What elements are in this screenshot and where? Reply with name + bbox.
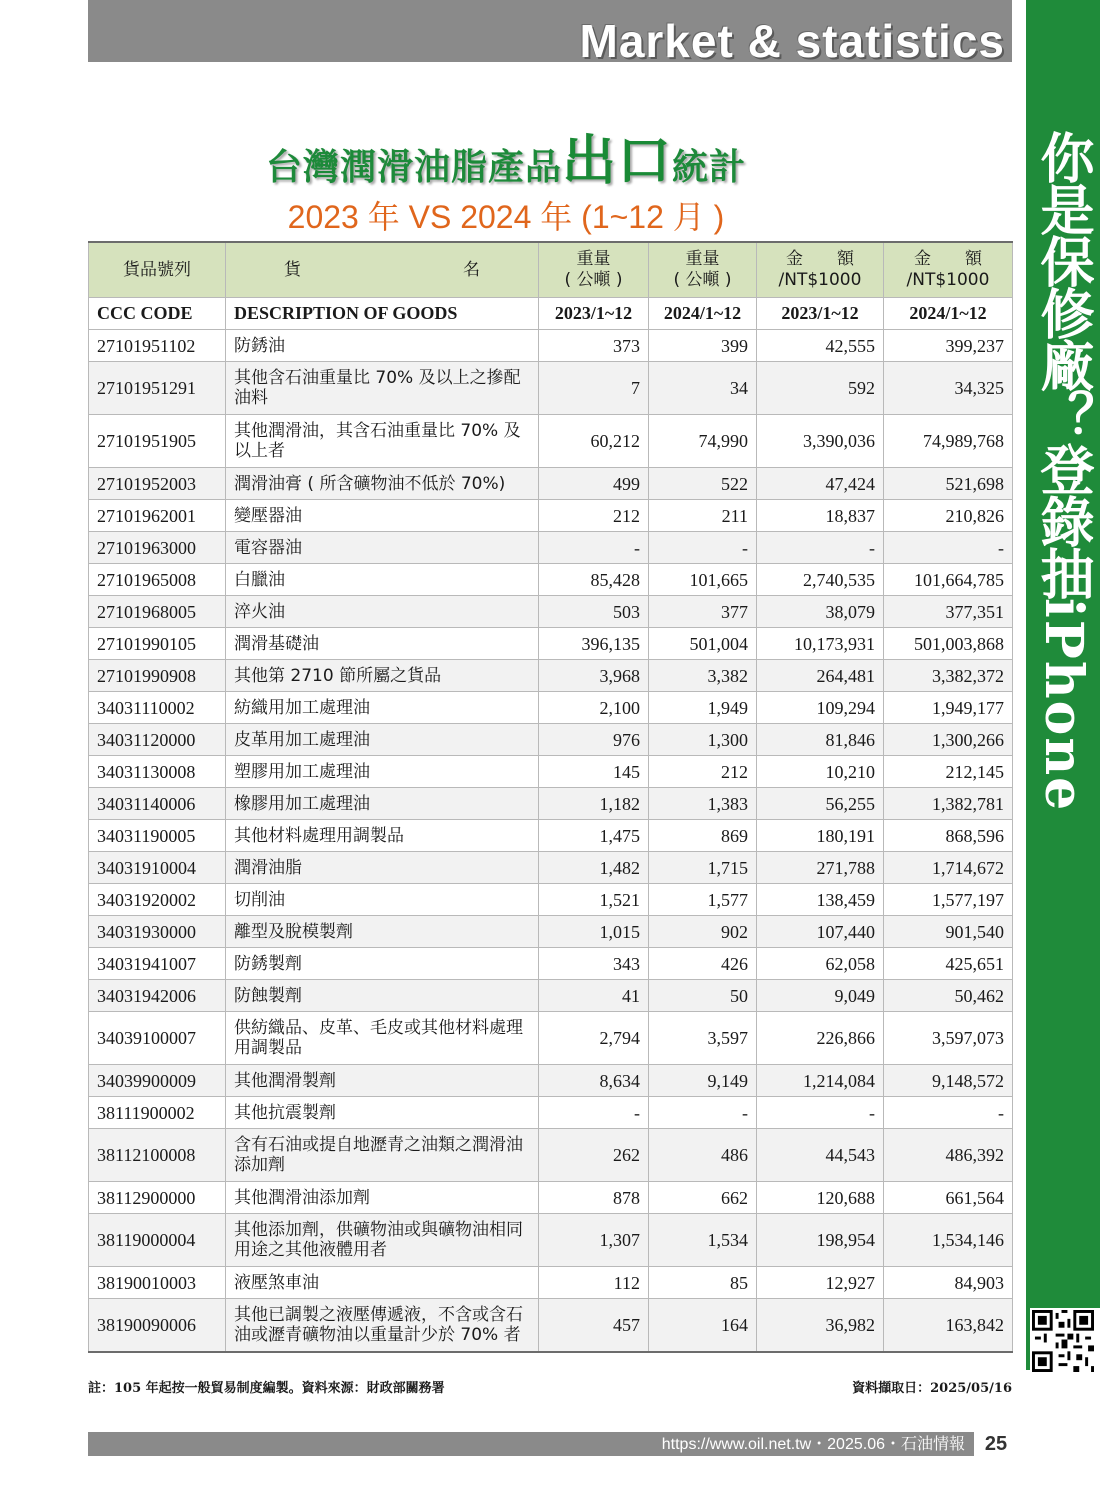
cell-value-2023: - <box>757 532 884 564</box>
cell-ccc-code: 34031120000 <box>89 724 226 756</box>
header-code-zh: 貨品號列 <box>89 242 226 298</box>
cell-ccc-code: 34039900009 <box>89 1065 226 1097</box>
cell-value-2024: 163,842 <box>884 1299 1013 1353</box>
cell-value-2023: 12,927 <box>757 1267 884 1299</box>
cell-weight-2024: 101,665 <box>649 564 757 596</box>
page-title <box>0 118 1012 195</box>
cell-weight-2024: 50 <box>649 980 757 1012</box>
cell-value-2024: 868,596 <box>884 820 1013 852</box>
cell-ccc-code: 34031941007 <box>89 948 226 980</box>
table-row <box>89 1267 1013 1299</box>
cell-weight-2024: - <box>649 532 757 564</box>
cell-value-2024: - <box>884 532 1013 564</box>
cell-value-2024: 3,597,073 <box>884 1012 1013 1065</box>
cell-value-2023: 3,390,036 <box>757 415 884 468</box>
header-value-2023-en: 2023/1~12 <box>757 298 884 330</box>
cell-value-2023: 226,866 <box>757 1012 884 1065</box>
cell-description: 電容器油 <box>226 532 539 564</box>
cell-value-2023: 120,688 <box>757 1182 884 1214</box>
cell-ccc-code: 27101951905 <box>89 415 226 468</box>
page-subtitle: 2023 年 VS 2024 年 (1~12 月 ) <box>287 199 725 235</box>
cell-weight-2023: 457 <box>539 1299 649 1353</box>
header-weight-2023-zh-a: 重量 <box>576 249 611 269</box>
header-value-2024-zh <box>884 242 1013 298</box>
cell-ccc-code: 27101951102 <box>89 330 226 362</box>
table-row <box>89 756 1013 788</box>
header-weight-2023-en: 2023/1~12 <box>539 298 649 330</box>
cell-description: 潤滑基礎油 <box>226 628 539 660</box>
cell-weight-2023: 1,182 <box>539 788 649 820</box>
cell-value-2024: 1,534,146 <box>884 1214 1013 1267</box>
header-value-2023-zh-a: 金 額 <box>786 249 854 269</box>
table-row <box>89 916 1013 948</box>
qr-code-graphic <box>1032 1310 1094 1372</box>
cell-weight-2023: 8,634 <box>539 1065 649 1097</box>
retrieval-date-note: 資料擷取日：2025/05/16 <box>852 1381 1012 1396</box>
table-row <box>89 852 1013 884</box>
table-row <box>89 596 1013 628</box>
cell-value-2023: 44,543 <box>757 1129 884 1182</box>
table-row <box>89 628 1013 660</box>
cell-ccc-code: 34031942006 <box>89 980 226 1012</box>
cell-value-2023: 38,079 <box>757 596 884 628</box>
cell-value-2024: 9,148,572 <box>884 1065 1013 1097</box>
cell-weight-2023: 976 <box>539 724 649 756</box>
table-row <box>89 500 1013 532</box>
cell-ccc-code: 34031140006 <box>89 788 226 820</box>
cell-description: 其他抗震製劑 <box>226 1097 539 1129</box>
cell-value-2024: 3,382,372 <box>884 660 1013 692</box>
header-value-2024-en: 2024/1~12 <box>884 298 1013 330</box>
cell-weight-2023: 499 <box>539 468 649 500</box>
cell-value-2023: - <box>757 1097 884 1129</box>
table-row <box>89 330 1013 362</box>
cell-weight-2023: 212 <box>539 500 649 532</box>
header-value-2023-zh <box>757 242 884 298</box>
cell-weight-2023: 145 <box>539 756 649 788</box>
cell-weight-2024: 9,149 <box>649 1065 757 1097</box>
cell-description: 其他添加劑，供礦物油或與礦物油相同用途之其他液體用者 <box>226 1214 539 1267</box>
cell-weight-2023: 1,521 <box>539 884 649 916</box>
cell-ccc-code: 27101990908 <box>89 660 226 692</box>
promo-text-cjk: 你是保修廠？登錄抽 <box>1032 130 1095 598</box>
cell-weight-2023: 373 <box>539 330 649 362</box>
table-row <box>89 1299 1013 1353</box>
header-value-2024-zh-a: 金 額 <box>914 249 982 269</box>
cell-weight-2024: 662 <box>649 1182 757 1214</box>
cell-ccc-code: 27101951291 <box>89 362 226 415</box>
cell-weight-2024: 1,300 <box>649 724 757 756</box>
cell-description: 供紡織品、皮革、毛皮或其他材料處理用調製品 <box>226 1012 539 1065</box>
cell-weight-2024: 1,577 <box>649 884 757 916</box>
cell-weight-2023: 262 <box>539 1129 649 1182</box>
cell-value-2023: 138,459 <box>757 884 884 916</box>
cell-value-2023: 107,440 <box>757 916 884 948</box>
cell-weight-2023: 1,015 <box>539 916 649 948</box>
section-title: Market & statistics <box>579 15 1005 67</box>
cell-weight-2024: 869 <box>649 820 757 852</box>
promo-text[interactable] <box>1026 130 1100 812</box>
header-name-zh-a: 貨 <box>284 259 301 280</box>
cell-value-2024: 377,351 <box>884 596 1013 628</box>
table-row <box>89 564 1013 596</box>
cell-weight-2023: 41 <box>539 980 649 1012</box>
cell-description: 淬火油 <box>226 596 539 628</box>
cell-value-2024: 210,826 <box>884 500 1013 532</box>
cell-weight-2024: 501,004 <box>649 628 757 660</box>
cell-description: 其他材料處理用調製品 <box>226 820 539 852</box>
cell-ccc-code: 34031920002 <box>89 884 226 916</box>
cell-weight-2023: 1,482 <box>539 852 649 884</box>
cell-weight-2023: 60,212 <box>539 415 649 468</box>
footer-publication[interactable]: https://www.oil.net.tw・2025.06・石油情報 <box>661 1436 965 1453</box>
cell-ccc-code: 34031110002 <box>89 692 226 724</box>
table-row <box>89 1097 1013 1129</box>
cell-weight-2023: - <box>539 1097 649 1129</box>
cell-description: 含有石油或提自地瀝青之油類之潤滑油添加劑 <box>226 1129 539 1182</box>
cell-value-2024: 486,392 <box>884 1129 1013 1182</box>
cell-value-2023: 1,214,084 <box>757 1065 884 1097</box>
cell-ccc-code: 27101952003 <box>89 468 226 500</box>
cell-value-2023: 592 <box>757 362 884 415</box>
cell-value-2024: 661,564 <box>884 1182 1013 1214</box>
cell-weight-2024: 377 <box>649 596 757 628</box>
cell-ccc-code: 38119000004 <box>89 1214 226 1267</box>
cell-weight-2023: 396,135 <box>539 628 649 660</box>
header-value-2024-zh-b: /NT$1000 <box>906 270 990 290</box>
source-note: 註：105 年起按一般貿易制度編製。資料來源：財政部關務署 <box>88 1381 445 1396</box>
cell-value-2023: 10,210 <box>757 756 884 788</box>
title-prefix: 台灣潤滑油脂產品 <box>265 146 562 188</box>
cell-ccc-code: 38190090006 <box>89 1299 226 1353</box>
cell-description: 其他潤滑製劑 <box>226 1065 539 1097</box>
cell-weight-2023: 878 <box>539 1182 649 1214</box>
cell-description: 白臘油 <box>226 564 539 596</box>
cell-value-2024: 901,540 <box>884 916 1013 948</box>
cell-description: 液壓煞車油 <box>226 1267 539 1299</box>
cell-weight-2024: 399 <box>649 330 757 362</box>
cell-value-2023: 10,173,931 <box>757 628 884 660</box>
header-weight-2023-zh <box>539 242 649 298</box>
title-suffix: 統計 <box>672 146 747 188</box>
cell-value-2024: 399,237 <box>884 330 1013 362</box>
cell-value-2024: 425,651 <box>884 948 1013 980</box>
table-row <box>89 468 1013 500</box>
table-row <box>89 980 1013 1012</box>
cell-description: 防銹油 <box>226 330 539 362</box>
table-row <box>89 788 1013 820</box>
cell-ccc-code: 38112100008 <box>89 1129 226 1182</box>
cell-value-2023: 264,481 <box>757 660 884 692</box>
cell-value-2023: 81,846 <box>757 724 884 756</box>
cell-ccc-code: 34031930000 <box>89 916 226 948</box>
cell-value-2023: 9,049 <box>757 980 884 1012</box>
cell-weight-2024: 85 <box>649 1267 757 1299</box>
cell-ccc-code: 27101968005 <box>89 596 226 628</box>
cell-value-2023: 42,555 <box>757 330 884 362</box>
table-row <box>89 660 1013 692</box>
cell-weight-2023: - <box>539 532 649 564</box>
header-code-en: CCC CODE <box>89 298 226 330</box>
table-row <box>89 820 1013 852</box>
cell-value-2023: 47,424 <box>757 468 884 500</box>
cell-value-2024: 521,698 <box>884 468 1013 500</box>
cell-description: 其他已調製之液壓傳遞液，不含或含石油或瀝青礦物油以重量計少於 70% 者 <box>226 1299 539 1353</box>
cell-weight-2023: 85,428 <box>539 564 649 596</box>
title-highlight: 出口 <box>562 128 672 192</box>
cell-value-2024: 501,003,868 <box>884 628 1013 660</box>
cell-weight-2023: 112 <box>539 1267 649 1299</box>
cell-value-2024: 84,903 <box>884 1267 1013 1299</box>
cell-description: 橡膠用加工處理油 <box>226 788 539 820</box>
cell-ccc-code: 38190010003 <box>89 1267 226 1299</box>
cell-weight-2024: 3,597 <box>649 1012 757 1065</box>
cell-weight-2024: 1,534 <box>649 1214 757 1267</box>
cell-weight-2024: 164 <box>649 1299 757 1353</box>
cell-weight-2024: 1,949 <box>649 692 757 724</box>
cell-value-2023: 180,191 <box>757 820 884 852</box>
table-body <box>89 330 1013 1353</box>
cell-weight-2024: 902 <box>649 916 757 948</box>
table-row <box>89 884 1013 916</box>
cell-ccc-code: 27101965008 <box>89 564 226 596</box>
cell-description: 塑膠用加工處理油 <box>226 756 539 788</box>
cell-weight-2023: 1,475 <box>539 820 649 852</box>
cell-weight-2024: - <box>649 1097 757 1129</box>
header-weight-2023-zh-b: ( 公噸 ) <box>564 270 623 290</box>
cell-description: 皮革用加工處理油 <box>226 724 539 756</box>
cell-weight-2024: 212 <box>649 756 757 788</box>
promo-text-latin: iPhone <box>1033 598 1094 813</box>
cell-ccc-code: 38111900002 <box>89 1097 226 1129</box>
cell-value-2023: 62,058 <box>757 948 884 980</box>
cell-value-2024: - <box>884 1097 1013 1129</box>
cell-value-2024: 74,989,768 <box>884 415 1013 468</box>
cell-value-2024: 1,949,177 <box>884 692 1013 724</box>
cell-ccc-code: 27101990105 <box>89 628 226 660</box>
cell-value-2023: 271,788 <box>757 852 884 884</box>
cell-value-2024: 50,462 <box>884 980 1013 1012</box>
cell-weight-2023: 2,100 <box>539 692 649 724</box>
cell-weight-2024: 1,715 <box>649 852 757 884</box>
cell-value-2023: 56,255 <box>757 788 884 820</box>
header-name-zh <box>226 242 539 298</box>
cell-description: 其他含石油重量比 70% 及以上之摻配油料 <box>226 362 539 415</box>
page-number: 25 <box>984 1433 1008 1455</box>
cell-weight-2023: 343 <box>539 948 649 980</box>
cell-description: 潤滑油脂 <box>226 852 539 884</box>
cell-description: 紡織用加工處理油 <box>226 692 539 724</box>
cell-weight-2024: 486 <box>649 1129 757 1182</box>
cell-ccc-code: 34031910004 <box>89 852 226 884</box>
cell-weight-2023: 3,968 <box>539 660 649 692</box>
cell-weight-2024: 1,383 <box>649 788 757 820</box>
cell-value-2024: 34,325 <box>884 362 1013 415</box>
table-row <box>89 1129 1013 1182</box>
table-row <box>89 415 1013 468</box>
cell-description: 防銹製劑 <box>226 948 539 980</box>
cell-value-2023: 109,294 <box>757 692 884 724</box>
cell-ccc-code: 27101963000 <box>89 532 226 564</box>
table-row <box>89 1012 1013 1065</box>
table-row <box>89 948 1013 980</box>
cell-ccc-code: 27101962001 <box>89 500 226 532</box>
table-row <box>89 1065 1013 1097</box>
cell-value-2024: 101,664,785 <box>884 564 1013 596</box>
cell-weight-2024: 74,990 <box>649 415 757 468</box>
cell-value-2024: 1,577,197 <box>884 884 1013 916</box>
cell-weight-2024: 426 <box>649 948 757 980</box>
cell-weight-2024: 3,382 <box>649 660 757 692</box>
cell-weight-2023: 503 <box>539 596 649 628</box>
cell-description: 防蝕製劑 <box>226 980 539 1012</box>
cell-weight-2024: 211 <box>649 500 757 532</box>
cell-description: 其他潤滑油添加劑 <box>226 1182 539 1214</box>
cell-value-2024: 1,382,781 <box>884 788 1013 820</box>
cell-weight-2024: 34 <box>649 362 757 415</box>
cell-weight-2023: 2,794 <box>539 1012 649 1065</box>
cell-value-2023: 18,837 <box>757 500 884 532</box>
cell-value-2023: 36,982 <box>757 1299 884 1353</box>
cell-ccc-code: 34031190005 <box>89 820 226 852</box>
table-row <box>89 1182 1013 1214</box>
cell-ccc-code: 38112900000 <box>89 1182 226 1214</box>
cell-value-2024: 1,300,266 <box>884 724 1013 756</box>
cell-description: 離型及脫模製劑 <box>226 916 539 948</box>
header-value-2023-zh-b: /NT$1000 <box>778 270 862 290</box>
cell-weight-2023: 7 <box>539 362 649 415</box>
table-row <box>89 692 1013 724</box>
table-header-en <box>89 298 1013 330</box>
cell-description: 潤滑油膏 ( 所含礦物油不低於 70%) <box>226 468 539 500</box>
export-statistics-table <box>88 241 1013 1353</box>
table-row <box>89 724 1013 756</box>
header-weight-2024-zh <box>649 242 757 298</box>
header-weight-2024-zh-a: 重量 <box>685 249 720 269</box>
cell-weight-2024: 522 <box>649 468 757 500</box>
cell-description: 其他第 2710 節所屬之貨品 <box>226 660 539 692</box>
cell-ccc-code: 34039100007 <box>89 1012 226 1065</box>
cell-weight-2023: 1,307 <box>539 1214 649 1267</box>
cell-description: 切削油 <box>226 884 539 916</box>
cell-value-2023: 2,740,535 <box>757 564 884 596</box>
table-row <box>89 362 1013 415</box>
table-row <box>89 532 1013 564</box>
header-name-en: DESCRIPTION OF GOODS <box>226 298 539 330</box>
cell-value-2024: 1,714,672 <box>884 852 1013 884</box>
table-row <box>89 1214 1013 1267</box>
header-weight-2024-zh-b: ( 公噸 ) <box>673 270 732 290</box>
cell-value-2023: 198,954 <box>757 1214 884 1267</box>
cell-description: 其他潤滑油，其含石油重量比 70% 及以上者 <box>226 415 539 468</box>
table-header-zh <box>89 242 1013 298</box>
cell-description: 變壓器油 <box>226 500 539 532</box>
qr-code-icon[interactable] <box>1030 1308 1100 1378</box>
cell-value-2024: 212,145 <box>884 756 1013 788</box>
header-weight-2024-en: 2024/1~12 <box>649 298 757 330</box>
header-name-zh-b: 名 <box>463 259 480 280</box>
cell-ccc-code: 34031130008 <box>89 756 226 788</box>
